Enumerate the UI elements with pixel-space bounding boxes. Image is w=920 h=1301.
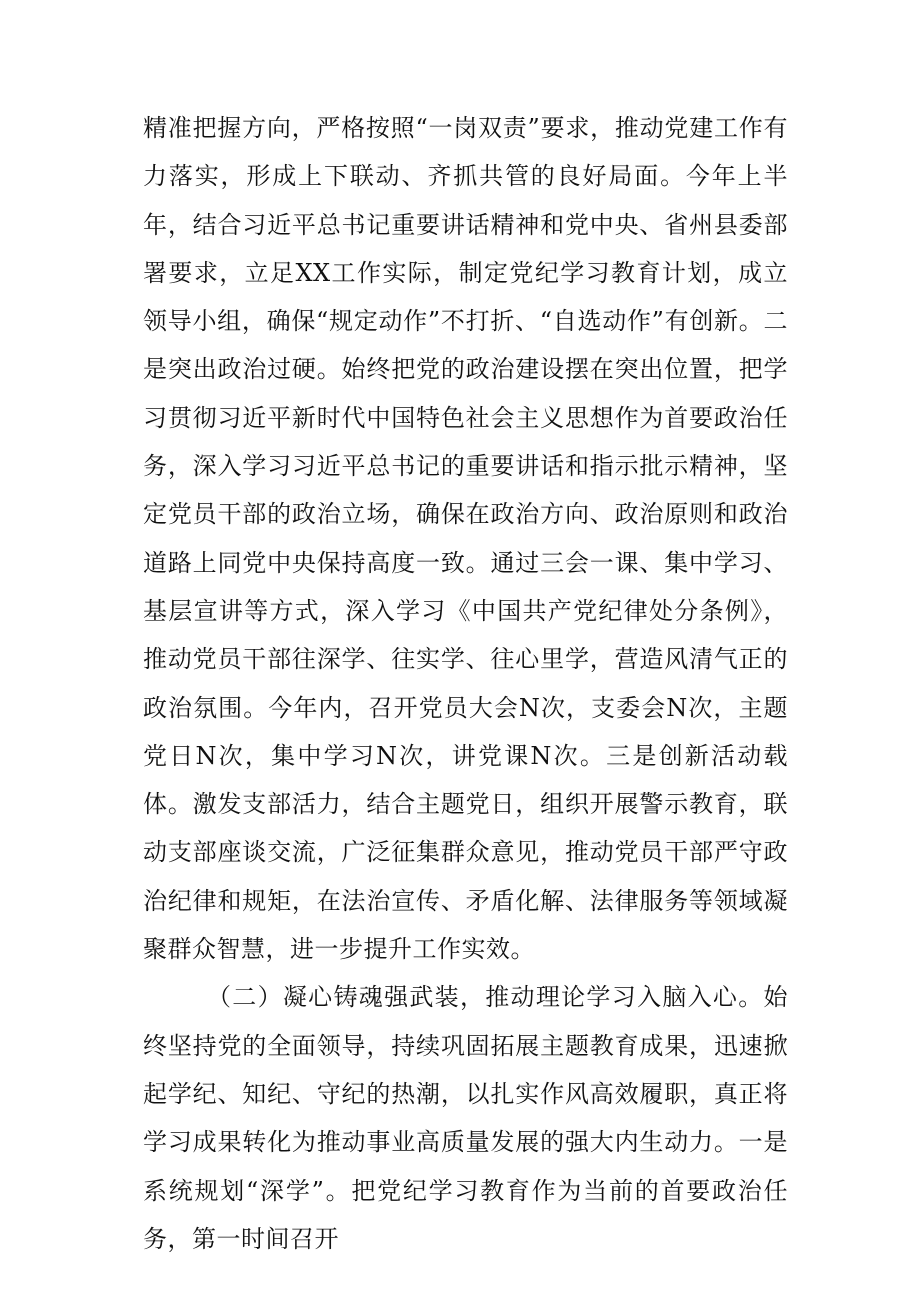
document-body [143, 104, 788, 1263]
paragraph-party-building-summary: 精准把握方向，严格按照“一岗双责”要求，推动党建工作有力落实，形成上下联动、齐抓共管的良好局面。今年上半年，结合习近平总书记重要讲话精神和党中央、省州县委部署要求，立足XX工作实际，制定党纪学习教育计划，成立领导小组，确保“规定动作”不打折、“自选动作”有创新。二是突出政治过硬。始终把党的政治建设摆在突出位置，把学习贯彻习近平新时代中国特色社会主义思想作为首要政治任务，深入学习习近平总书记的重要讲话和指示批示精神，坚定党员干部的政治立场，确保在政治方向、政治原则和政治道路上同党中央保持高度一致。通过三会一课、集中学习、基层宣讲等方式，深入学习《中国共产党纪律处分条例》，推动党员干部往深学、往实学、往心里学，营造风清气正的政治氛围。今年内，召开党员大会N次，支委会N次，主题党日N次，集中学习N次，讲党课N次。三是创新活动载体。激发支部活力，结合主题党日，组织开展警示教育，联动支部座谈交流，广泛征集群众意见，推动党员干部严守政治纪律和规矩，在法治宣传、矛盾化解、法律服务等领域凝聚群众智慧，进一步提升工作实效。 [143, 114, 788, 964]
paragraph-theory-study: （二）凝心铸魂强武装，推动理论学习入脑入心。始终坚持党的全面领导，持续巩固拓展主题教育成果，迅速掀起学纪、知纪、守纪的热潮，以扎实作风高效履职，真正将学习成果转化为推动事业高质量发展的强大内生动力。一是系统规划“深学”。把党纪学习教育作为当前的首要政治任务，第一时间召开 [143, 983, 788, 1253]
